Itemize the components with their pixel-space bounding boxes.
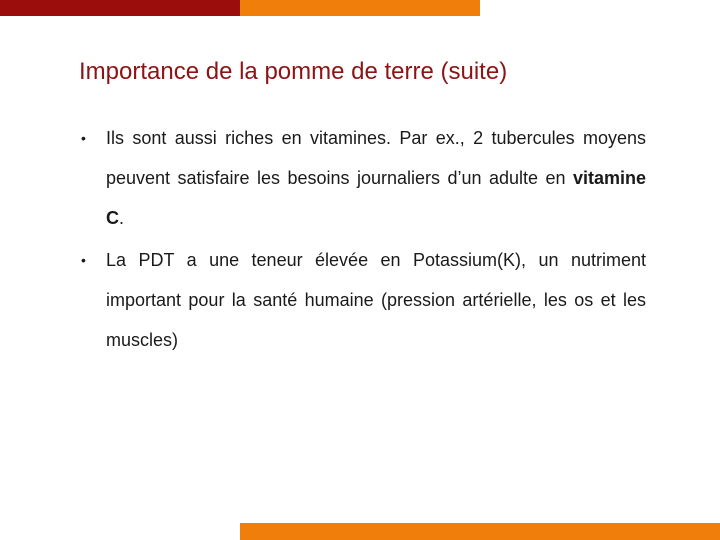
slide-title: Importance de la pomme de terre (suite) (79, 58, 508, 85)
emphasis-text: vitamine C (106, 168, 646, 228)
bullet-text: Ils sont aussi riches en vitamines. Par ex., 2 tubercules moyens peuvent satisfaire les besoins journaliers d’un adulte en vitamine C. (106, 128, 646, 228)
top-accent-bar-orange (240, 0, 480, 16)
bullet-list (79, 118, 646, 362)
bullet-icon: • (81, 130, 86, 146)
bullet-item (79, 118, 646, 238)
bullet-icon: • (81, 252, 86, 268)
top-accent-bar-dark (0, 0, 240, 16)
bullet-item (79, 240, 646, 360)
bottom-accent-bar (240, 523, 720, 540)
bullet-text: La PDT a une teneur élevée en Potassium(K), un nutriment important pour la santé humaine (pression artérielle, les os et les muscles) (106, 250, 646, 350)
